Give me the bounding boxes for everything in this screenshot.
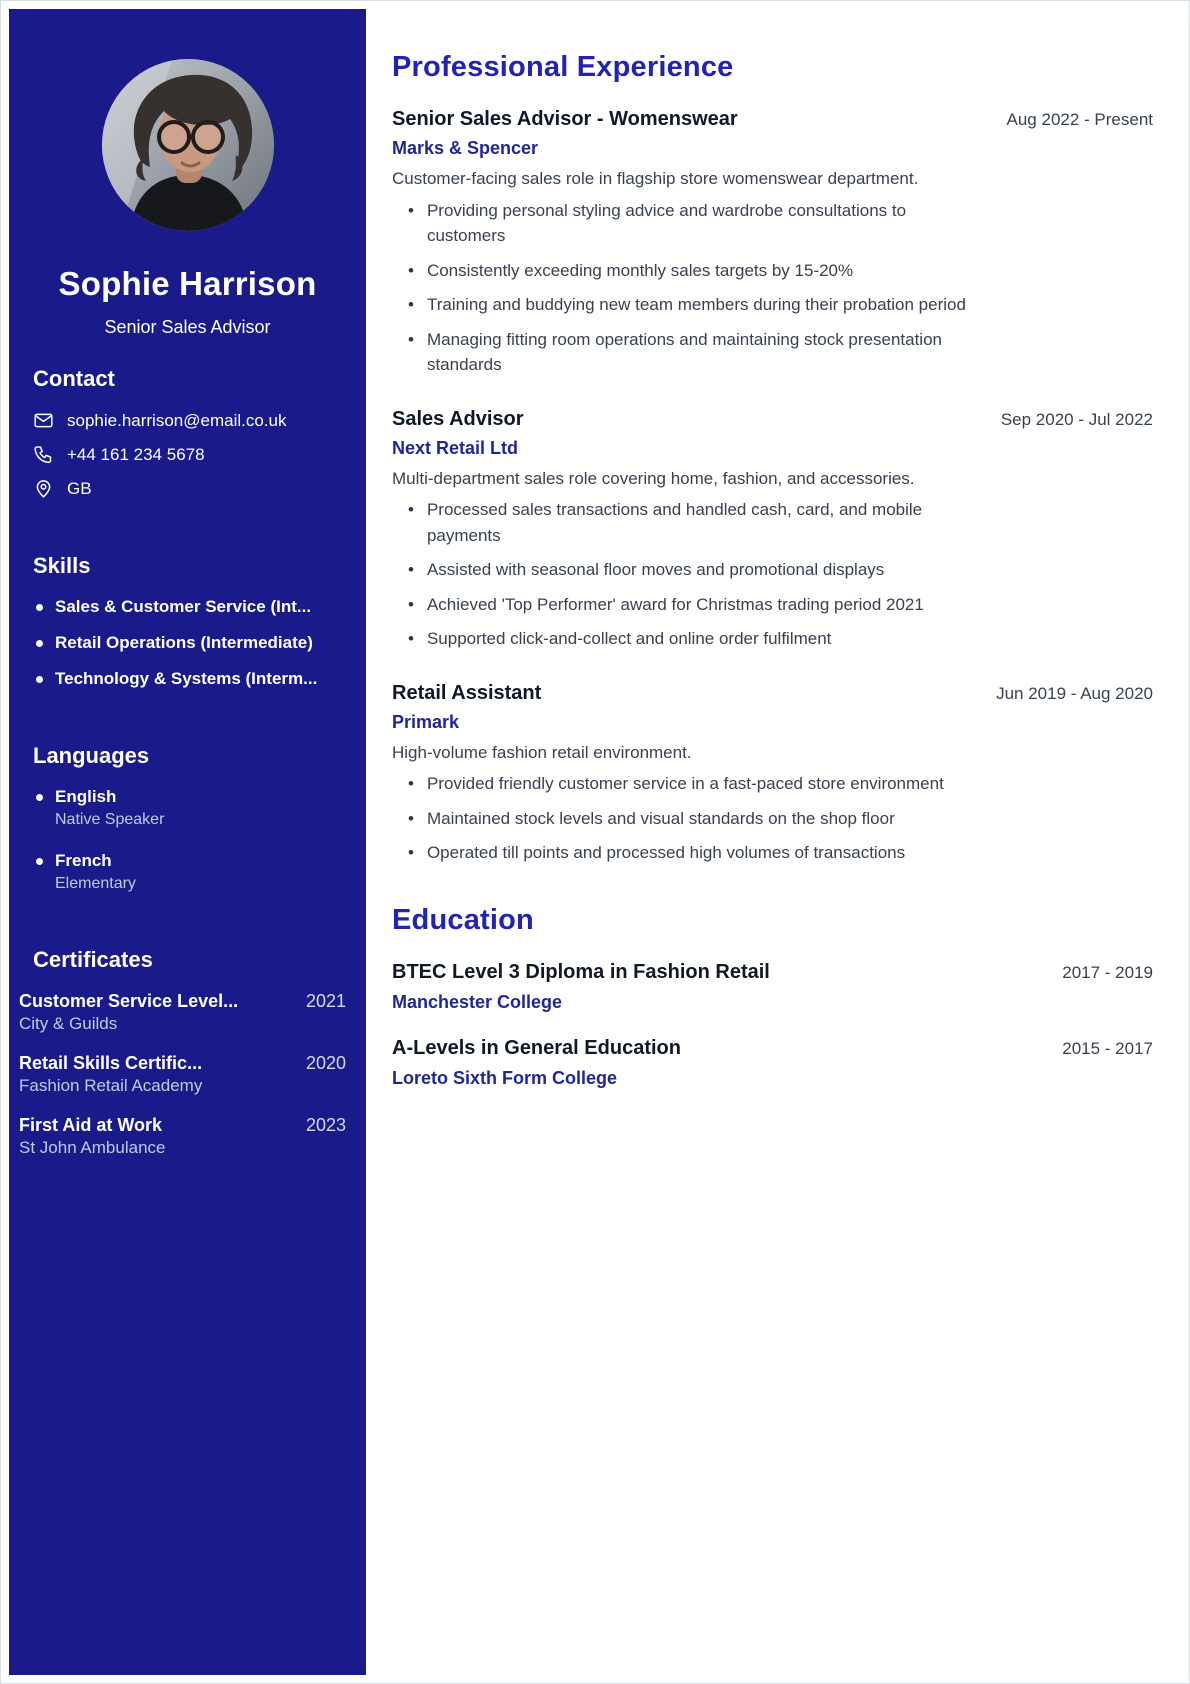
job-header bbox=[392, 682, 1153, 705]
bullet-dot-icon: • bbox=[408, 594, 414, 614]
contact-phone-value: +44 161 234 5678 bbox=[67, 444, 205, 464]
certificate-name: Customer Service Level... bbox=[19, 991, 239, 1011]
bullet-dot-icon bbox=[36, 858, 43, 865]
bullet-dot-icon: • bbox=[408, 260, 414, 280]
job-summary: Multi-department sales role covering home, fashion, and accessories. bbox=[392, 468, 915, 488]
skill-item bbox=[9, 597, 366, 617]
candidate-name: Sophie Harrison bbox=[58, 265, 317, 302]
job-bullet bbox=[408, 258, 1153, 284]
contact-email-value: sophie.harrison@email.co.uk bbox=[67, 410, 287, 430]
bullet-dot-icon: • bbox=[408, 329, 414, 349]
bullet-dot-icon: • bbox=[408, 629, 414, 648]
job-bullet-text: Managing fitting room operations and maintaining stock presentation standards bbox=[426, 329, 942, 374]
job-bullet-text: Achieved 'Top Performer' award for Christmas trading period 2021 bbox=[426, 594, 924, 614]
bullet-dot-icon bbox=[36, 676, 43, 683]
education-section-heading: Education bbox=[392, 903, 534, 936]
education-school: Loreto Sixth Form College bbox=[392, 1067, 618, 1088]
envelope-icon bbox=[33, 410, 54, 431]
certificate-issuer: Fashion Retail Academy bbox=[19, 1076, 203, 1095]
certificate-name: First Aid at Work bbox=[19, 1115, 163, 1135]
location-pin-icon bbox=[33, 478, 54, 499]
job-bullet-text: Processed sales transactions and handled cash, card, and mobile payments bbox=[426, 500, 923, 545]
job-title: Senior Sales Advisor - Womenswear bbox=[392, 108, 738, 130]
job-entry bbox=[392, 682, 1153, 866]
language-level: Native Speaker bbox=[55, 811, 165, 828]
job-bullet-text: Operated till points and processed high volumes of transactions bbox=[426, 843, 906, 862]
job-title: Retail Assistant bbox=[392, 681, 542, 704]
certificates-heading: Certificates bbox=[33, 947, 153, 972]
job-company: Marks & Spencer bbox=[392, 138, 539, 158]
certificate-name: Retail Skills Certific... bbox=[19, 1053, 203, 1073]
bullet-dot-icon: • bbox=[408, 500, 414, 519]
skill-label: Technology & Systems (Interm... bbox=[55, 669, 318, 688]
job-bullet bbox=[408, 806, 1153, 832]
bullet-dot-icon: • bbox=[408, 560, 414, 579]
job-bullet-text: Training and buddying new team members during their probation period bbox=[426, 295, 966, 314]
language-name-row bbox=[9, 787, 366, 807]
bullet-dot-icon: • bbox=[408, 808, 414, 828]
job-bullet bbox=[408, 327, 1153, 378]
job-company: Next Retail Ltd bbox=[392, 437, 519, 458]
certificate-item bbox=[19, 1053, 346, 1096]
certificate-year: 2020 bbox=[305, 1053, 346, 1073]
skills-heading: Skills bbox=[33, 553, 91, 578]
bullet-dot-icon: • bbox=[408, 774, 414, 793]
job-bullet bbox=[408, 557, 1153, 583]
bullet-dot-icon: • bbox=[408, 843, 414, 862]
job-bullet bbox=[408, 292, 1153, 318]
experience-section-heading: Professional Experience bbox=[392, 51, 734, 83]
certificate-item bbox=[19, 1115, 346, 1158]
job-bullet bbox=[408, 198, 1153, 249]
contact-location-row bbox=[9, 478, 366, 499]
skill-label: Sales & Customer Service (Int... bbox=[55, 597, 312, 616]
education-header bbox=[392, 1037, 1153, 1060]
job-title: Sales Advisor bbox=[392, 407, 524, 430]
candidate-job-title: Senior Sales Advisor bbox=[104, 317, 271, 337]
education-dates: 2017 - 2019 bbox=[1062, 962, 1153, 982]
education-degree: BTEC Level 3 Diploma in Fashion Retail bbox=[392, 960, 770, 983]
education-header bbox=[392, 961, 1153, 984]
job-header bbox=[392, 108, 1153, 131]
education-school: Manchester College bbox=[392, 991, 563, 1012]
job-bullet-text: Maintained stock levels and visual standards on the shop floor bbox=[426, 808, 895, 828]
certificate-header bbox=[19, 1115, 346, 1136]
phone-handset-icon bbox=[33, 444, 54, 465]
education-degree: A-Levels in General Education bbox=[392, 1036, 681, 1059]
job-company: Primark bbox=[392, 711, 460, 732]
job-bullet-text: Assisted with seasonal floor moves and promotional displays bbox=[426, 560, 885, 579]
language-name: English bbox=[55, 787, 117, 806]
languages-heading: Languages bbox=[33, 743, 150, 768]
bullet-dot-icon: • bbox=[408, 295, 414, 314]
main-content bbox=[366, 9, 1181, 1675]
skill-item bbox=[9, 669, 366, 689]
job-bullet bbox=[408, 771, 1153, 797]
job-header bbox=[392, 408, 1153, 431]
job-dates: Aug 2022 - Present bbox=[1006, 110, 1153, 129]
skill-label: Retail Operations (Intermediate) bbox=[55, 633, 313, 652]
job-summary: High-volume fashion retail environment. bbox=[392, 742, 692, 762]
certificate-year: 2023 bbox=[305, 1115, 346, 1135]
contact-heading: Contact bbox=[33, 366, 115, 391]
skill-item bbox=[9, 633, 366, 653]
language-item bbox=[9, 851, 366, 893]
language-name: French bbox=[55, 851, 112, 870]
job-bullet-text: Providing personal styling advice and wardrobe consultations to customers bbox=[426, 200, 907, 245]
certificate-year: 2021 bbox=[305, 991, 346, 1011]
language-name-row bbox=[9, 851, 366, 871]
education-entry bbox=[392, 961, 1153, 1013]
language-level: Elementary bbox=[55, 875, 136, 892]
job-bullet-text: Supported click-and-collect and online order fulfilment bbox=[426, 629, 832, 648]
bullet-dot-icon bbox=[36, 604, 43, 611]
profile-photo-illustration bbox=[102, 59, 274, 231]
job-entry bbox=[392, 408, 1153, 652]
education-dates: 2015 - 2017 bbox=[1062, 1038, 1153, 1058]
contact-location-value: GB bbox=[67, 478, 92, 498]
education-entry bbox=[392, 1037, 1153, 1089]
job-bullet bbox=[408, 840, 1153, 866]
job-bullet-text: Consistently exceeding monthly sales targets by 15-20% bbox=[426, 260, 854, 280]
job-dates: Sep 2020 - Jul 2022 bbox=[1000, 409, 1153, 429]
job-dates: Jun 2019 - Aug 2020 bbox=[996, 683, 1153, 703]
contact-email-row bbox=[9, 410, 366, 431]
resume-document bbox=[9, 9, 1181, 1675]
job-bullet bbox=[408, 497, 1153, 548]
job-entry bbox=[392, 108, 1153, 378]
certificate-header bbox=[19, 1053, 346, 1074]
job-bullet bbox=[408, 592, 1153, 618]
contact-phone-row bbox=[9, 444, 366, 465]
job-bullet-text: Provided friendly customer service in a fast-paced store environment bbox=[426, 774, 944, 793]
certificate-item bbox=[19, 991, 346, 1034]
job-summary: Customer-facing sales role in flagship store womenswear department. bbox=[392, 169, 919, 188]
certificate-header bbox=[19, 991, 346, 1012]
bullet-dot-icon bbox=[36, 640, 43, 647]
certificate-issuer: City & Guilds bbox=[19, 1014, 118, 1033]
bullet-dot-icon: • bbox=[408, 200, 414, 220]
profile-photo bbox=[102, 59, 274, 231]
certificate-issuer: St John Ambulance bbox=[19, 1138, 166, 1157]
language-item bbox=[9, 787, 366, 829]
job-bullet bbox=[408, 626, 1153, 652]
sidebar bbox=[9, 9, 366, 1675]
bullet-dot-icon bbox=[36, 794, 43, 801]
